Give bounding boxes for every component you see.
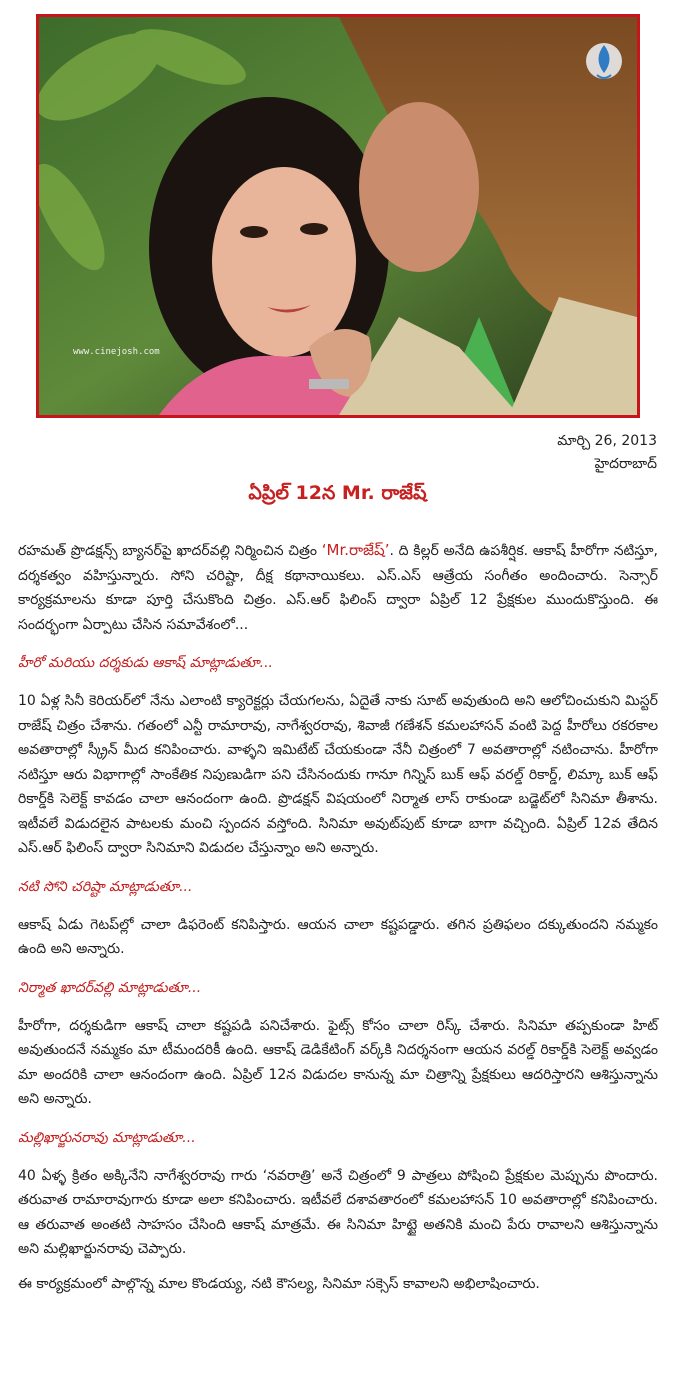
cinejosh-logo-icon: [583, 37, 625, 85]
section-heading: మల్లిఖార్జునరావు మాట్లాడుతూ...: [18, 1129, 196, 1146]
section-heading: నిర్మాత ఖాదర్‌వల్లి మాట్లాడుతూ...: [18, 979, 202, 996]
section-paragraph: ఆకాష్ ఏడు గెటప్‌ల్లో చాలా డిఫరెంట్ కనిపిస్తారు. ఆయన చాలా కష్టపడ్డారు. తగిన ప్రతిఫలం దక్కుతుందని నమ్మకం ఉంది అని అన్నారు.: [18, 916, 658, 957]
film-title-highlight: ‘Mr.రాజేష్’: [321, 541, 390, 559]
article-place: హైదరాబాద్: [594, 456, 657, 472]
dateline: [557, 430, 657, 476]
section-paragraph: 40 ఏళ్ళ క్రితం అక్కినేని నాగేశ్వరరావు గారు ‘నవరాత్రి’ అనే చిత్రంలో 9 పాత్రలు పోషించి ప్రేక్షకుల మెప్పును పొందారు. తరువాత రామారావుగారు కూడా అలా కనిపించారు. ఇటీవలే దశావతారంలో కమలహాసన్ 10 అవతారాల్లో కనిపించారు. ఆ తరువాత అంతటి సాహసం చేసింది ఆకాష్ మాత్రమే. ఈ సినిమా హిట్టై అతనికి మంచి పేరు రావాలని ఆశిస్తున్నాను అని మల్లిఖార్జునరావు చెప్పారు.: [18, 1167, 658, 1257]
section-heading: హీరో మరియు దర్శకుడు ఆకాష్ మాట్లాడుతూ...: [18, 655, 274, 671]
intro-paragraph: [18, 538, 658, 637]
article-headline: ఏప్రిల్ 12న Mr. రాజేష్: [248, 482, 427, 504]
intro-text-start: రహమత్ ప్రొడక్షన్స్ బ్యానర్‌పై ఖాదర్‌వల్లి నిర్మించిన చిత్రం: [18, 543, 322, 559]
section-paragraph: హీరోగా, దర్శకుడిగా ఆకాష్ చాలా కష్టపడి పనిచేశారు. ఫైట్స్ కోసం చాలా రిస్క్ చేశారు. సినిమా తప్పకుండా హిట్ అవుతుందనే నమ్మకం మా టీమందరికీ ఉంది. ఆకాష్ డెడికేటింగ్ వర్క్‌కి నిదర్శనంగా ఆయన వరల్డ్ రికార్డ్‌కి సెలెక్ట్ అవ్వడం మా అందరికి చాలా ఆనందంగా ఉంది. ఏప్రిల్ 12న విడుదల కానున్న మా చిత్రాన్ని ప్రేక్షకులు ఆదరిస్తారని ఆశిస్తున్నాను అని అన్నారు.: [18, 1017, 658, 1107]
article-photo: [36, 14, 640, 418]
photo-watermark: www.cinejosh.com: [73, 347, 160, 357]
section-heading: నటి సోని చరిష్టా మాట్లాడుతూ...: [18, 878, 193, 895]
section-paragraph: 10 ఏళ్ల సినీ కెరియర్‌లో నేను ఎలాంటి క్యారెక్టర్లు చేయగలను, ఏదైతే నాకు సూట్ అవుతుంది అని ఆలోచించుకుని మిస్టర్ రాజేష్ చిత్రం చేశాను. గతంలో ఎన్టీ రామారావు, నాగేశ్వరరావు, శివాజీ గణేశన్ కమలహాసన్ వంటి పెద్ద హీరోలు రకరకాల అవతారాల్లో స్క్రీన్ మీద కనిపించారు. వాళ్ళని ఇమిటేట్ చేయకుండా నేనీ చిత్రంలో 7 అవతారాల్లో నటించాను. హీరోగా నటిస్తూ ఆరు విభాగాల్లో సాంకేతిక నిపుణుడిగా పని చేసినందుకు గానూ గిన్నిస్ బుక్ ఆఫ్ వరల్డ్ రికార్డ్, లిమ్కా బుక్ ఆఫ్ రికార్డ్‌కి సెలెక్ట్ కావడం చాలా ఆనందంగా ఉంది. ప్రొడక్షన్ విషయంలో నిర్మాత లాస్ రాకుండా బడ్జెట్‌లో సినిమా తీశాను. ఇటీవలే విడుదలైన పాటలకు మంచి స్పందన వస్తోంది. సినిమా అవుట్‌పుట్ కూడా బాగా వచ్చింది. ఏప్రిల్ 12వ తేదిన ఎస్.ఆర్ ఫిలింస్ ద్వారా సినిమాని విడుదల చేస్తున్నాం అని అన్నారు.: [18, 693, 658, 856]
intro-text-end: . ది కిల్లర్ అనేది ఉపశీర్షిక. ఆకాష్ హీరోగా నటిస్తూ, దర్శకత్వం వహిస్తున్నారు. సోని చరిష్టా, దీక్ష కథానాయికలు. ఎస్.ఎస్ ఆత్రేయ సంగీతం అందించారు. సెన్సార్ కార్యక్రమాలను కూడా పూర్తి చేసుకొంది చిత్రం. ఎస్.ఆర్ ఫిలింస్ ద్వారా ఏప్రిల్ 12 ప్రేక్షకుల ముందుకొస్తుంది. ఈ సందర్భంగా ఏర్పాటు చేసిన సమావేశంలో...: [18, 543, 658, 633]
article-date: మార్చి 26, 2013: [557, 433, 657, 449]
article-body: [18, 538, 658, 1296]
closing-paragraph: ఈ కార్యక్రమంలో పాల్గొన్న మాల కొండయ్య, నటి కౌసల్య, సినిమా సక్సెస్ కావాలని అభిలాషించారు.: [18, 1275, 540, 1292]
